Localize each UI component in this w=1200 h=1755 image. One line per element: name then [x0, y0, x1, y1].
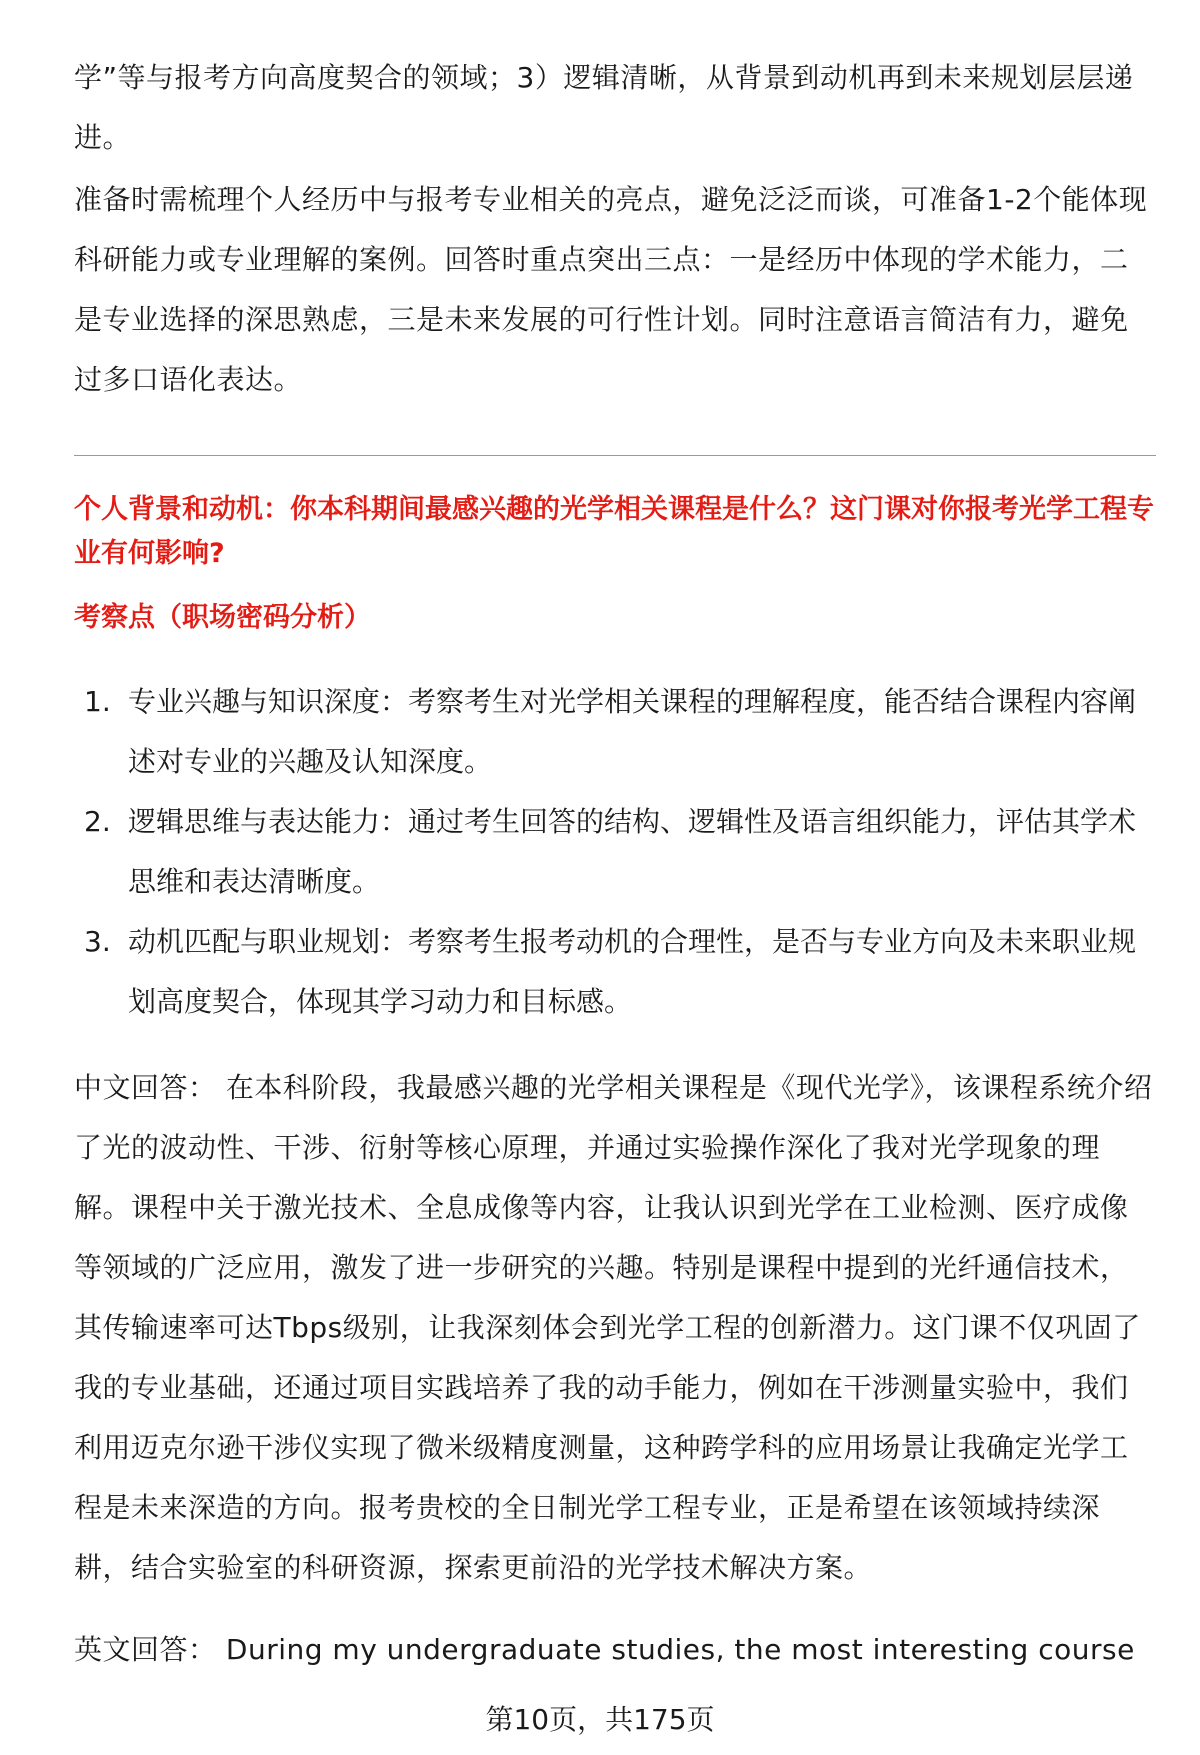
list-item-number: 2.	[84, 805, 111, 838]
list-item-number: 1.	[84, 685, 111, 718]
list-item	[74, 792, 1156, 912]
assessment-points-list	[74, 672, 1156, 1032]
page-number-footer: 第10页，共175页	[485, 1703, 715, 1736]
section-divider	[74, 455, 1156, 456]
list-item-number: 3.	[84, 925, 111, 958]
question-heading: 个人背景和动机：你本科期间最感兴趣的光学相关课程是什么？这门课对你报考光学工程专业有何影响?	[74, 494, 1154, 569]
chinese-answer: 中文回答： 在本科阶段，我最感兴趣的光学相关课程是《现代光学》，该课程系统介绍了光的波动性、干涉、衍射等核心原理，并通过实验操作深化了我对光学现象的理解。课程中关于激光技术、全息成像等内容，让我认识到光学在工业检测、医疗成像等领域的广泛应用，激发了进一步研究的兴趣。特别是课程中提到的光纤通信技术，其传输速率可达Tbps级别，让我深刻体会到光学工程的创新潜力。这门课不仅巩固了我的专业基础，还通过项目实践培养了我的动手能力，例如在干涉测量实验中，我们利用迈克尔逊干涉仪实现了微米级精度测量，这种跨学科的应用场景让我确定光学工程是未来深造的方向。报考贵校的全日制光学工程专业，正是希望在该领域持续深耕，结合实验室的科研资源，探索更前沿的光学技术解决方案。	[74, 1071, 1153, 1584]
intro-continuation: 学”等与报考方向高度契合的领域；3）逻辑清晰，从背景到动机再到未来规划层层递进。	[74, 61, 1134, 154]
list-item	[74, 672, 1156, 792]
list-item-text: 动机匹配与职业规划：考察考生报考动机的合理性，是否与专业方向及未来职业规划高度契合，体现其学习动力和目标感。	[128, 925, 1137, 1018]
list-item	[74, 912, 1156, 1032]
assessment-label: 考察点（职场密码分析）	[74, 602, 371, 633]
list-item-text: 逻辑思维与表达能力：通过考生回答的结构、逻辑性及语言组织能力，评估其学术思维和表达清晰度。	[128, 805, 1137, 898]
list-item-text: 专业兴趣与知识深度：考察考生对光学相关课程的理解程度，能否结合课程内容阐述对专业的兴趣及认知深度。	[128, 685, 1137, 778]
preparation-paragraph: 准备时需梳理个人经历中与报考专业相关的亮点，避免泛泛而谈，可准备1-2个能体现科研能力或专业理解的案例。回答时重点突出三点：一是经历中体现的学术能力，二是专业选择的深思熟虑，三是未来发展的可行性计划。同时注意语言简洁有力，避免过多口语化表达。	[74, 183, 1148, 396]
document-page	[74, 0, 1156, 1755]
english-answer: 英文回答： During my undergraduate studies, the most interesting course	[74, 1633, 1135, 1666]
